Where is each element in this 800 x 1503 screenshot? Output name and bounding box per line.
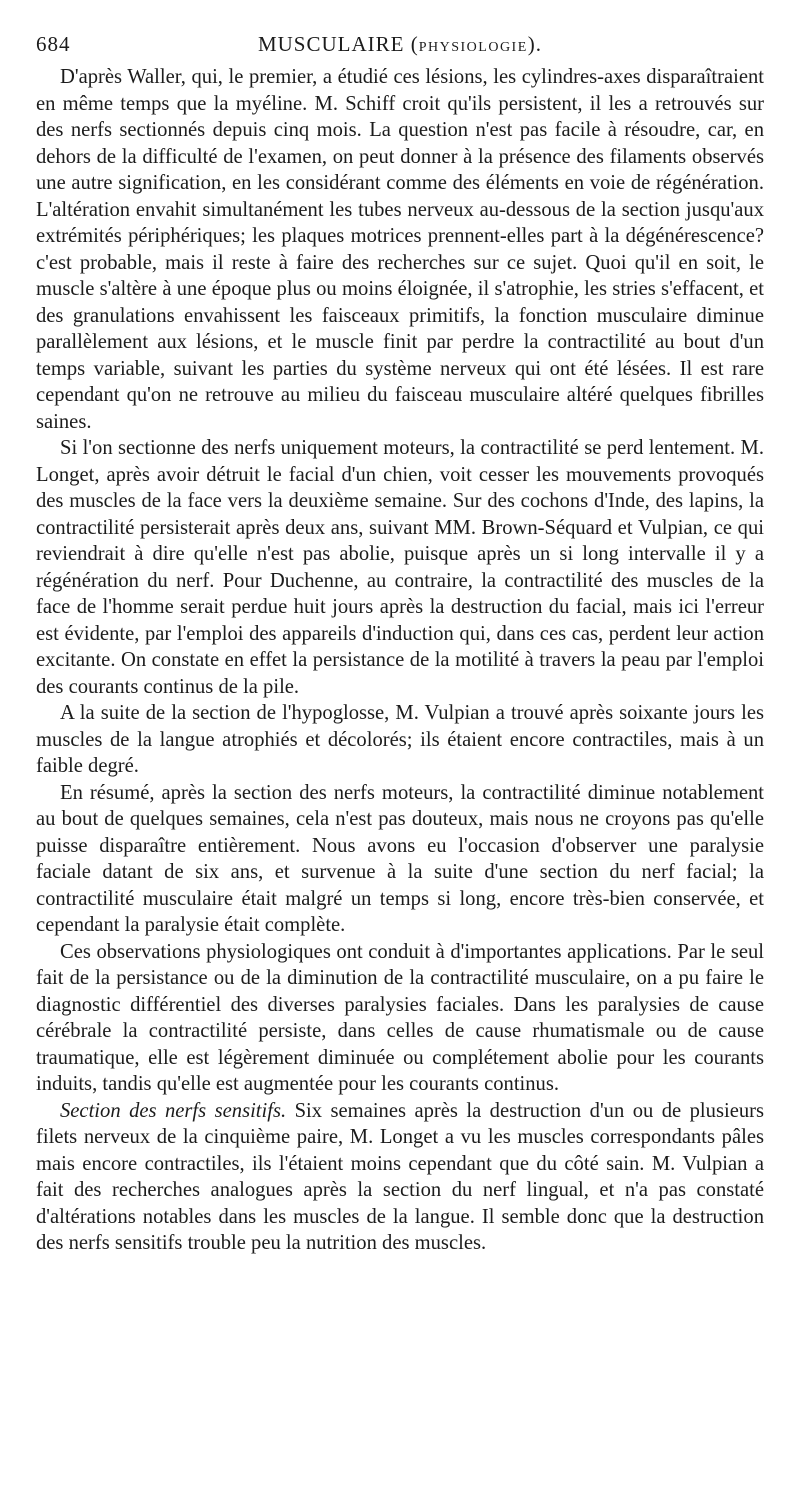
paragraph-5: Ces observations physiologiques ont conduit à d'importantes applications. Par le seul fait de la persistance ou de la diminution de la contractilité musculaire, on a pu faire le diagnostic différentiel des diverses paralysies faciales. Dans les paralysies de cause cérébrale la contractilité persiste, dans celles de cause rhumatismale ou de cause traumatique, elle est légèrement diminuée ou complétement abolie pour les courants induits, tandis qu'elle est augmentée pour les courants continus. <box>36 940 764 1095</box>
running-title-main: MUSCULAIRE <box>257 32 405 56</box>
paragraph-4: En résumé, après la section des nerfs moteurs, la contractilité diminue notablement au bout de quelques semaines, cela n'est pas douteux, mais nous ne croyons pas qu'elle puisse disparaître entièrement. Nous avons eu l'occasion d'observer une paralysie faciale datant de six ans, et survenue à la suite d'une section du nerf facial; la contractilité musculaire était malgré un temps si long, encore très-bien conservée, et cependant la paralysie était complète. <box>36 781 764 936</box>
paragraph-3: A la suite de la section de l'hypoglosse, M. Vulpian a trouvé après soixante jours les muscles de la langue atrophiés et décolorés; ils étaient encore contractiles, mais à un faible degré. <box>36 702 764 777</box>
paragraph-1: D'après Waller, qui, le premier, a étudié ces lésions, les cylindres-axes disparaîtraient en même temps que la myéline. M. Schiff croit qu'ils persistent, il les a retrouvés sur des nerfs sectionnés depuis cinq mois. La question n'est pas facile à résoudre, car, en dehors de la difficulté de l'examen, on peut donner à la présence des filaments observés une autre signification, en les considérant comme des éléments en voie de régénération. L'altération envahit simultanément les tubes nerveux au-dessous de la section jusqu'aux extrémités périphériques; les plaques motrices prennent-elles part à la dégénérescence? c'est probable, mais il reste à faire des recherches sur ce sujet. Quoi qu'il en soit, le muscle s'altère à une époque plus ou moins éloignée, il s'atrophie, les stries s'effacent, et des granulations envahissent les faisceaux primitifs, la fonction musculaire diminue parallèlement aux lésions, et le muscle finit par perdre la contractilité au bout d'un temps variable, suivant les parties du système nerveux qui ont été lésées. Il est rare cependant qu'on ne retrouve au milieu du faisceau musculaire altéré quelques fibrilles saines. <box>36 66 764 433</box>
body-text <box>36 64 764 1257</box>
running-title: MUSCULAIRE (PHYSIOLOGIE). <box>257 32 543 56</box>
paragraph-2: Si l'on sectionne des nerfs uniquement moteurs, la contractilité se perd lentement. M. Longet, après avoir détruit le facial d'un chien, voit cesser les mouvements provoqués des muscles de la face vers la deuxième semaine. Sur des cochons d'Inde, des lapins, la contractilité persisterait après deux ans, suivant MM. Brown-Séquard et Vulpian, ce qui reviendrait à dire qu'elle n'est pas abolie, puisque après un si long intervalle il y a régénération du nerf. Pour Duchenne, au contraire, la contractilité des muscles de la face de l'homme serait perdue huit jours après la destruction du facial, mais ici l'erreur est évidente, par l'emploi des appareils d'induction qui, dans ces cas, perdent leur action excitante. On constate en effet la persistance de la motilité à travers la peau par l'emploi des courants continus de la pile. <box>36 437 764 698</box>
paragraph-6-text: Six semaines après la destruction d'un ou de plusieurs filets nerveux de la cinquième paire, M. Longet a vu les muscles correspondants pâles mais encore contractiles, ils l'étaient moins cependant que du côté sain. M. Vulpian a fait des recherches analogues après la section du nerf lingual, et n'a pas constaté d'altérations notables dans les muscles de la langue. Il semble donc que la destruction des nerfs sensitifs trouble peu la nutrition des muscles. <box>36 1099 764 1254</box>
running-title-subtitle: PHYSIOLOGIE <box>418 40 528 55</box>
book-page <box>36 30 764 1257</box>
running-head <box>36 30 764 64</box>
page-number: 684 <box>36 32 71 56</box>
paragraph-6 <box>36 1098 764 1257</box>
section-lead-heading: Section des nerfs sensitifs. <box>60 1099 287 1122</box>
